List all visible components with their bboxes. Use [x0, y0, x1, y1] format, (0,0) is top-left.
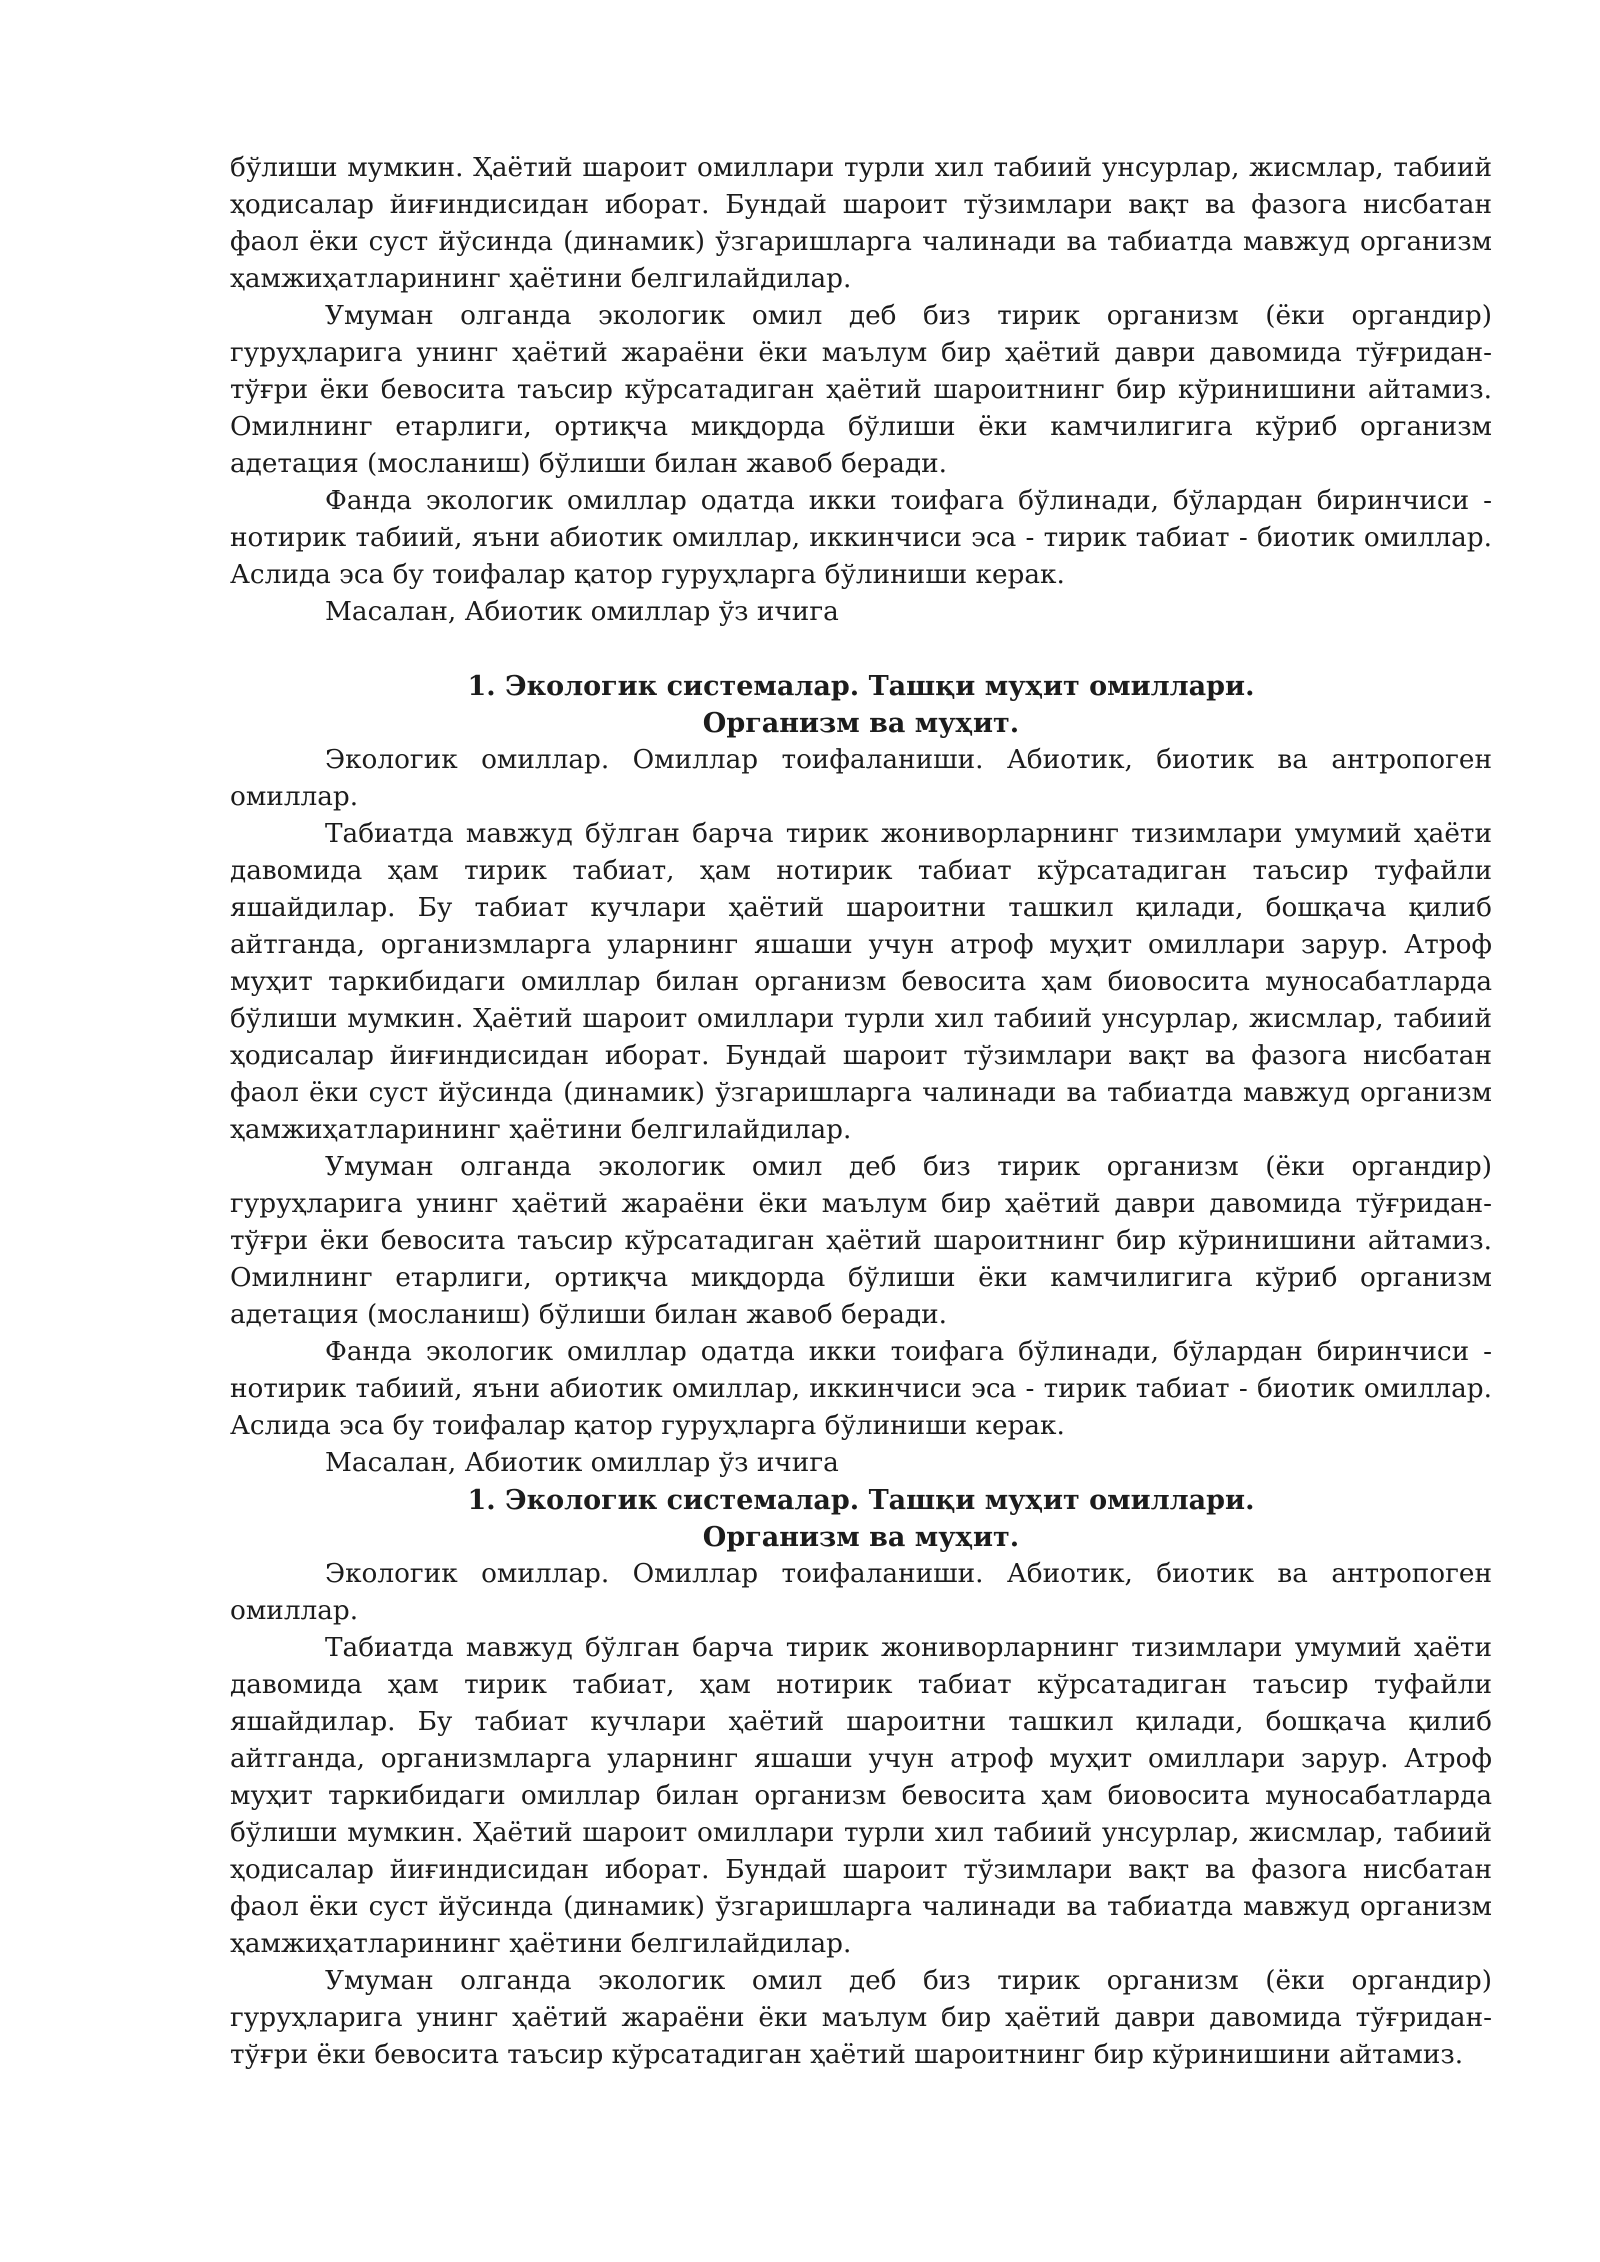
paragraph: Умуман олганда экологик омил деб биз тирик организм (ёки органдир) гуруҳларига унинг ҳаётий жараёни ёки маълум бир ҳаётий даври давомида тўғридан-тўғри ёки бевосита таъсир кўрсатадиган ҳаётий шароитнинг бир кўринишини айтамиз. Омилнинг етарлиги, ортиқча миқдорда бўлиши ёки камчилигига кўриб организм адетация (мосланиш) бўлиши билан жавоб беради.	[230, 301, 1492, 479]
paragraph: Табиатда мавжуд бўлган барча тирик жониворларнинг тизимлари умумий ҳаёти давомида ҳам тирик табиат, ҳам нотирик табиат кўрсатадиган таъсир туфайли яшайдилар. Бу табиат кучлари ҳаётий шароитни ташкил қилади, бошқача қилиб айтганда, организмларга уларнинг яшаши учун атроф муҳит омиллари зарур. Атроф муҳит таркибидаги омиллар билан организм бевосита ҳам биовосита муносабатларда бўлиши мумкин. Ҳаётий шароит омиллари турли хил табиий унсурлар, жисмлар, табиий ҳодисалар йиғиндисидан иборат. Бундай шароит тўзимлари вақт ва фазога нисбатан фаол ёки суст йўсинда (динамик) ўзгаришларга чалинади ва табиатда мавжуд организм ҳамжиҳатларининг ҳаётини белгилайдилар.	[230, 1633, 1492, 1959]
paragraph: Фанда экологик омиллар одатда икки тоифага бўлинади, бўлардан биринчиси - нотирик табиий, яъни абиотик омиллар, иккинчиси эса - тирик табиат - биотик омиллар. Аслида эса бу тоифалар қатор гуруҳларга бўлиниши керак.	[230, 486, 1492, 590]
paragraph: Масалан, Абиотик омиллар ўз ичига	[325, 1448, 839, 1478]
paragraph: Фанда экологик омиллар одатда икки тоифага бўлинади, бўлардан биринчиси - нотирик табиий, яъни абиотик омиллар, иккинчиси эса - тирик табиат - биотик омиллар. Аслида эса бу тоифалар қатор гуруҳларга бўлиниши керак.	[230, 1337, 1492, 1441]
section-heading: 1. Экологик системалар. Ташқи муҳит омиллари.	[467, 1485, 1255, 1516]
section-subheading: Организм ва муҳит.	[702, 1522, 1020, 1553]
paragraph: Умуман олганда экологик омил деб биз тирик организм (ёки органдир) гуруҳларига унинг ҳаётий жараёни ёки маълум бир ҳаётий даври давомида тўғридан-тўғри ёки бевосита таъсир кўрсатадиган ҳаётий шароитнинг бир кўринишини айтамиз. Омилнинг етарлиги, ортиқча миқдорда бўлиши ёки камчилигига кўриб организм адетация (мосланиш) бўлиши билан жавоб беради.	[230, 1152, 1492, 1330]
paragraph: Умуман олганда экологик омил деб биз тирик организм (ёки органдир) гуруҳларига унинг ҳаётий жараёни ёки маълум бир ҳаётий даври давомида тўғридан-тўғри ёки бевосита таъсир кўрсатадиган ҳаётий шароитнинг бир кўринишини айтамиз.	[230, 1966, 1492, 2070]
paragraph: Экологик омиллар. Омиллар тоифаланиши. Абиотик, биотик ва антропоген омиллар.	[230, 1559, 1492, 1626]
paragraph: Экологик омиллар. Омиллар тоифаланиши. Абиотик, биотик ва антропоген омиллар.	[230, 745, 1492, 812]
paragraph: Масалан, Абиотик омиллар ўз ичига	[325, 597, 839, 627]
paragraph: Табиатда мавжуд бўлган барча тирик жониворларнинг тизимлари умумий ҳаёти давомида ҳам тирик табиат, ҳам нотирик табиат кўрсатадиган таъсир туфайли яшайдилар. Бу табиат кучлари ҳаётий шароитни ташкил қилади, бошқача қилиб айтганда, организмларга уларнинг яшаши учун атроф муҳит омиллари зарур. Атроф муҳит таркибидаги омиллар билан организм бевосита ҳам биовосита муносабатларда бўлиши мумкин. Ҳаётий шароит омиллари турли хил табиий унсурлар, жисмлар, табиий ҳодисалар йиғиндисидан иборат. Бундай шароит тўзимлари вақт ва фазога нисбатан фаол ёки суст йўсинда (динамик) ўзгаришларга чалинади ва табиатда мавжуд организм ҳамжиҳатларининг ҳаётини белгилайдилар.	[230, 819, 1492, 1145]
document-page	[230, 150, 1492, 2074]
section-subheading: Организм ва муҳит.	[702, 708, 1020, 739]
section-heading: 1. Экологик системалар. Ташқи муҳит омиллари.	[467, 671, 1255, 702]
paragraph: бўлиши мумкин. Ҳаётий шароит омиллари турли хил табиий унсурлар, жисмлар, табиий ҳодисалар йиғиндисидан иборат. Бундай шароит тўзимлари вақт ва фазога нисбатан фаол ёки суст йўсинда (динамик) ўзгаришларга чалинади ва табиатда мавжуд организм ҳамжиҳатларининг ҳаётини белгилайдилар.	[230, 153, 1492, 294]
